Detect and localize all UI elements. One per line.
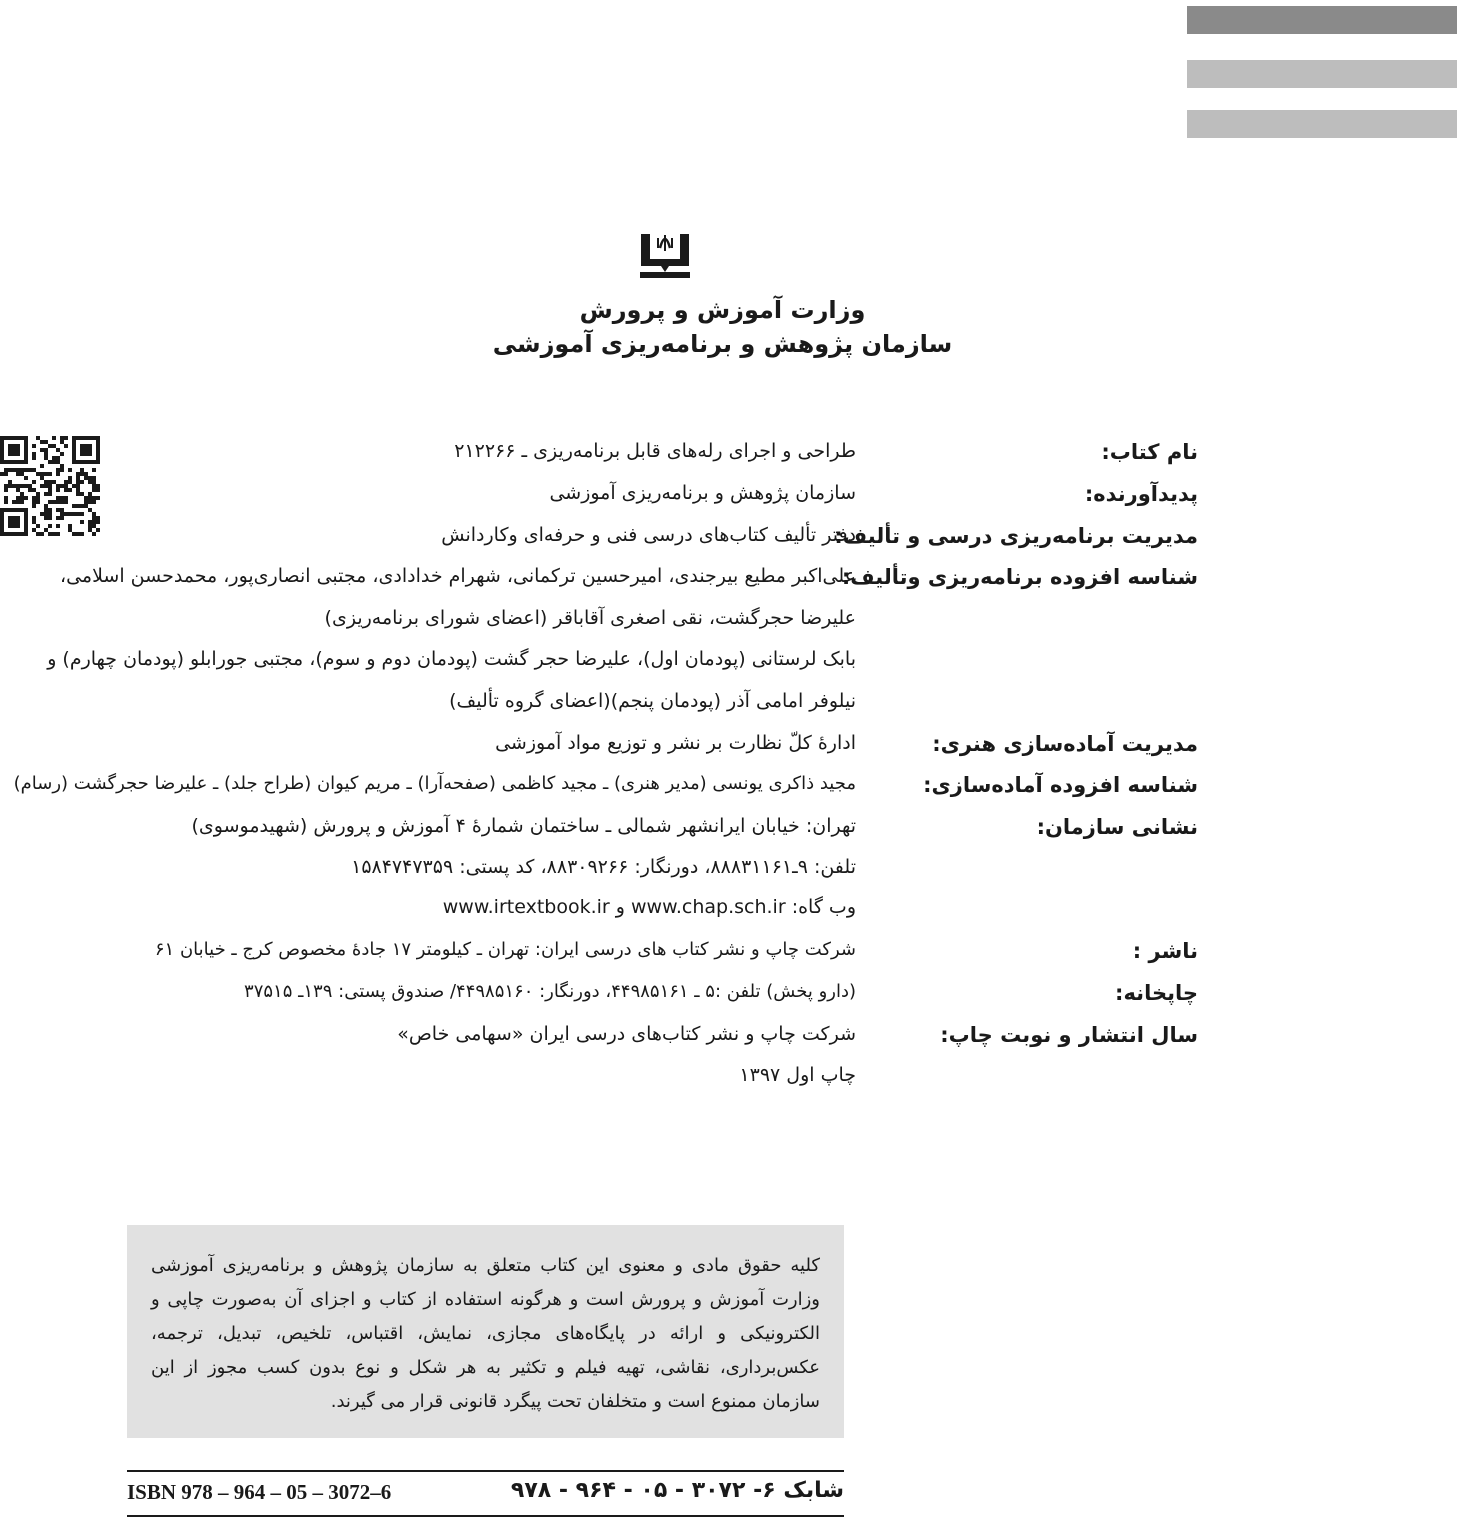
- planning-management-value: دفتر تألیف کتاب‌های درسی فنی و حرفه‌ای وکاردانش: [441, 524, 856, 546]
- planning-id-line: علیرضا حجرگشت، نقی اصغری آقاباقر (اعضای شورای برنامه‌ریزی): [324, 607, 856, 629]
- printer-label: چاپخانه:: [1115, 981, 1198, 1005]
- planning-id-line: علی‌اکبر مطیع بیرجندی، امیرحسین ترکمانی، شهرام خدادادی، مجتبی انصاری‌پور، محمدحسن اسلامی،: [59, 565, 856, 587]
- art-id-value: مجید ذاکری یونسی (مدیر هنری) ـ مجید کاظمی (صفحه‌آرا) ـ مریم کیوان (طراح جلد) ـ علیرضا حجرگشت (رسام): [13, 773, 856, 794]
- decorative-bar-dark: [1187, 6, 1457, 34]
- creator-label: پدیدآورنده:: [1084, 482, 1198, 506]
- planning-id-line: بابک لرستانی (پودمان اول)، علیرضا حجر گشت (پودمان دوم و سوم)، مجتبی جورابلو (پودمان چهارم) و: [47, 648, 856, 670]
- isbn-persian: شابک ۶- ۳۰۷۲ - ۰۵ - ۹۶۴ - ۹۷۸: [510, 1478, 844, 1503]
- decorative-bar-light: [1187, 60, 1457, 88]
- art-management-value: ادارهٔ کلّ نظارت بر نشر و توزیع مواد آموزشی: [495, 732, 856, 754]
- publisher-value: شرکت چاپ و نشر کتاب های درسی ایران: تهران ـ کیلومتر ۱۷ جادهٔ مخصوص کرج ـ خیابان ۶۱: [154, 939, 856, 960]
- divider: [127, 1470, 844, 1472]
- printer-value: (دارو پخش) تلفن :۵ ـ ۴۴۹۸۵۱۶۱، دورنگار: ۴۴۹۸۵۱۶۰/ صندوق پستی: ۱۳۹ـ ۳۷۵۱۵: [244, 981, 856, 1002]
- decorative-bar-light: [1187, 110, 1457, 138]
- address-line: تهران: خیابان ایرانشهر شمالی ـ ساختمان شمارهٔ ۴ آموزش و پرورش (شهیدموسوی): [191, 815, 856, 837]
- publisher-label: ناشر :: [1132, 939, 1198, 963]
- isbn-english: ISBN 978 – 964 – 05 – 3072–6: [127, 1480, 392, 1504]
- print-edition-line: چاپ اول ۱۳۹۷: [739, 1064, 856, 1086]
- planning-id-line: نیلوفر امامی آذر (پودمان پنجم)(اعضای گروه تألیف): [449, 690, 856, 712]
- phone-line: تلفن: ۹ـ۸۸۸۳۱۱۶۱، دورنگار: ۸۸۳۰۹۲۶۶، کد پستی: ۱۵۸۴۷۴۷۳۵۹: [351, 856, 856, 878]
- creator-value: سازمان پژوهش و برنامه‌ریزی آموزشی: [549, 482, 856, 504]
- art-management-label: مدیریت آماده‌سازی هنری:: [932, 732, 1198, 756]
- publication-year-label: سال انتشار و نوبت چاپ:: [940, 1023, 1198, 1047]
- planning-management-label: مدیریت برنامه‌ریزی درسی و تألیف:: [834, 524, 1198, 548]
- publication-year-line: شرکت چاپ و نشر کتاب‌های درسی ایران «سهامی خاص»: [397, 1023, 856, 1045]
- art-id-label: شناسه افزوده آماده‌سازی:: [923, 773, 1198, 797]
- book-name-value: طراحی و اجرای رله‌های قابل برنامه‌ریزی ـ ۲۱۲۲۶۶: [454, 440, 856, 462]
- copyright-notice: کلیه حقوق مادی و معنوی این کتاب متعلق به سازمان پژوهش و برنامه‌ریزی آموزشی وزارت آموزش و پرورش است و هرگونه استفاده از کتاب و اجزای آن به‌صورت چاپی و الکترونیکی و ارائه در پایگاه‌های مجازی، نمایش، اقتباس، تلخیص، تبدیل، ترجمه، عکس‌برداری، نقاشی، تهیه فیلم و تکثیر به هر شکل و نوع بدون کسب مجوز از این سازمان ممنوع است و متخلفان تحت پیگرد قانونی قرار می گیرند.: [127, 1225, 844, 1438]
- book-name-label: نام کتاب:: [1101, 440, 1198, 464]
- organization-title: سازمان پژوهش و برنامه‌ریزی آموزشی: [492, 330, 953, 358]
- address-label: نشانی سازمان:: [1036, 815, 1198, 839]
- planning-id-label: شناسه افزوده برنامه‌ریزی وتألیف:: [841, 565, 1198, 589]
- website-line: وب گاه: www.chap.sch.ir و www.irtextbook.ir: [442, 896, 856, 918]
- divider: [127, 1515, 844, 1517]
- ministry-title: وزارت آموزش و پرورش: [579, 296, 866, 324]
- ministry-emblem-icon: [636, 228, 694, 280]
